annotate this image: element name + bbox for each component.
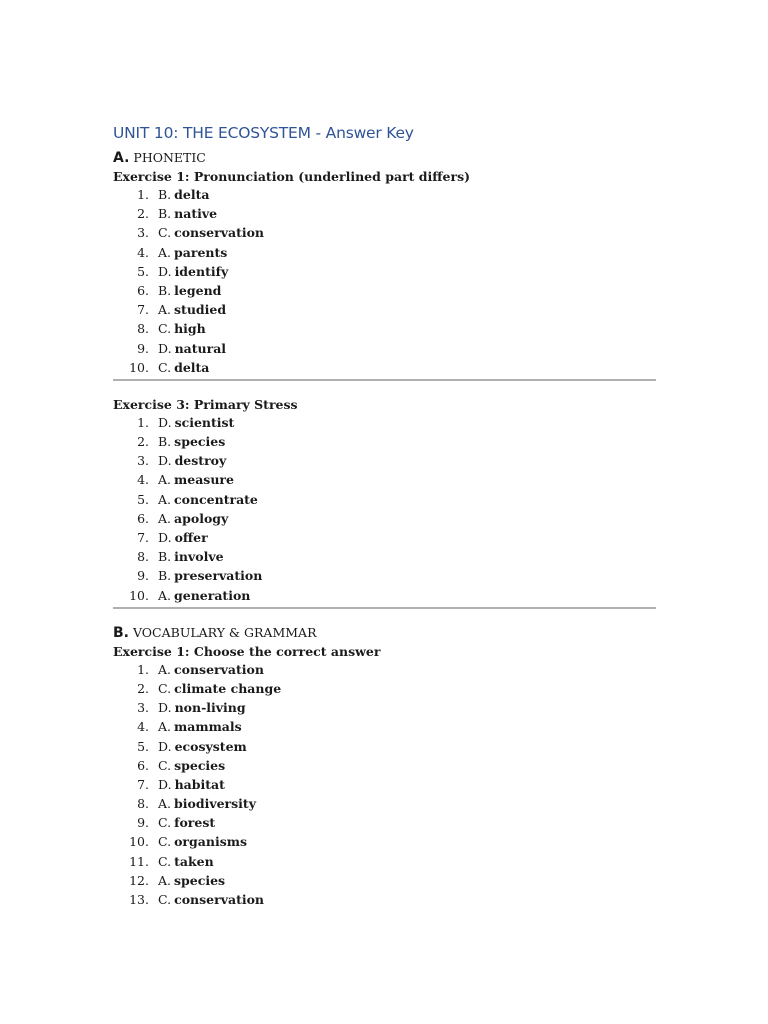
item-word: taken [174,853,214,869]
exercise-title: Exercise 3: Primary Stress [113,396,298,412]
item-word: climate change [174,680,282,696]
item-number: 9. [137,340,149,356]
answer-item [113,319,656,338]
item-option: D. [158,340,172,356]
item-option: D. [158,453,172,469]
answer-item [113,204,656,223]
item-option: C. [158,853,172,869]
item-number: 4. [137,472,149,488]
item-number: 3. [137,700,149,716]
item-option: D. [158,263,172,279]
item-option: A. [158,510,172,526]
item-option: B. [158,568,172,584]
item-word: mammals [174,719,242,735]
item-word: destroy [174,453,227,469]
item-option: C. [158,834,172,850]
item-number: 12. [129,872,149,888]
answer-item [113,737,656,756]
item-number: 1. [137,187,149,202]
item-number: 10. [129,359,149,375]
item-option: D. [158,700,172,716]
answer-item [113,586,656,605]
item-word: offer [174,530,208,545]
answer-item [113,358,656,377]
item-option: A. [158,719,172,735]
answer-item [113,698,656,717]
answer-item [113,223,656,242]
answer-item [113,490,656,509]
section-b-letter: B. [113,624,129,641]
answer-item [113,243,656,262]
item-option: B. [158,187,172,202]
item-word: delta [174,187,210,202]
item-option: A. [158,472,172,488]
item-option: C. [158,321,172,337]
item-number: 6. [137,282,149,298]
item-word: organisms [174,834,247,850]
item-number: 4. [137,244,149,260]
item-word: apology [174,510,229,526]
answer-item [113,756,656,775]
answer-item [113,432,656,451]
item-number: 2. [137,206,149,222]
answer-item [113,185,656,204]
answer-item [113,794,656,813]
item-word: species [174,434,226,450]
item-word: delta [174,359,210,375]
answer-item [113,281,656,300]
section-b-name: VOCABULARY & GRAMMAR [132,624,317,640]
answer-item [113,451,656,470]
exercise-title: Exercise 1: Pronunciation (underlined part differs) [113,169,471,184]
item-number: 9. [137,568,149,584]
item-option: C. [158,757,172,773]
answer-item [113,775,656,794]
item-number: 8. [137,549,149,565]
item-word: parents [174,244,228,260]
item-option: D. [158,776,172,792]
item-word: conservation [174,225,265,241]
item-word: identify [174,263,229,279]
divider [113,607,656,609]
item-number: 10. [129,834,149,850]
item-number: 5. [137,491,149,507]
answer-list [113,413,656,605]
item-number: 7. [137,302,149,318]
item-option: A. [158,587,172,603]
answer-list [113,660,656,909]
item-option: A. [158,302,172,318]
answer-item [113,547,656,566]
item-option: A. [158,491,172,507]
item-number: 1. [137,661,149,677]
item-option: C. [158,225,172,241]
item-number: 2. [137,680,149,696]
section-a-heading [113,150,656,166]
item-number: 3. [137,225,149,241]
answer-item [113,852,656,871]
exercise-title: Exercise 1: Choose the correct answer [113,643,381,659]
section-a-name: PHONETIC [133,150,206,165]
item-number: 11. [129,853,149,869]
answer-list [113,185,656,377]
item-number: 1. [137,414,149,430]
item-word: scientist [174,414,235,430]
item-option: A. [158,796,172,812]
item-option: A. [158,872,172,888]
item-word: high [174,321,206,337]
item-word: legend [174,282,222,298]
item-word: native [174,206,218,222]
item-number: 7. [137,776,149,792]
item-word: non-living [174,700,246,716]
item-word: measure [174,472,234,488]
section-b-heading [113,625,656,641]
item-word: ecosystem [174,738,247,754]
item-option: B. [158,549,172,565]
answer-item [113,832,656,851]
answer-item [113,262,656,281]
answer-item [113,890,656,909]
answer-item [113,528,656,547]
answer-item [113,566,656,585]
item-option: D. [158,738,172,754]
item-word: conservation [174,892,265,907]
item-number: 3. [137,453,149,469]
item-number: 5. [137,263,149,279]
answer-item [113,717,656,736]
answer-item [113,871,656,890]
item-option: B. [158,206,172,222]
section-a-letter: A. [113,150,130,166]
item-option: A. [158,244,172,260]
item-number: 4. [137,719,149,735]
item-option: B. [158,434,172,450]
item-word: natural [174,340,227,356]
item-number: 2. [137,434,149,450]
answer-item [113,660,656,679]
item-option: B. [158,282,172,298]
item-option: D. [158,530,172,545]
item-word: species [174,757,226,773]
page-title: UNIT 10: THE ECOSYSTEM - Answer Key [113,124,414,142]
item-word: concentrate [174,491,258,507]
item-number: 8. [137,796,149,812]
answer-key-page [113,124,656,909]
item-word: conservation [174,661,264,677]
item-word: preservation [174,568,263,584]
item-word: involve [174,549,224,565]
item-option: C. [158,359,172,375]
item-word: generation [174,587,251,603]
answer-item [113,679,656,698]
item-word: habitat [174,776,225,792]
item-number: 10. [129,587,149,603]
item-number: 5. [137,738,149,754]
item-option: C. [158,815,172,831]
answer-item [113,509,656,528]
item-number: 6. [137,757,149,773]
item-number: 7. [137,530,149,545]
item-word: biodiversity [174,796,256,812]
answer-item [113,813,656,832]
answer-item [113,470,656,489]
answer-item [113,413,656,432]
item-word: species [174,872,226,888]
item-number: 9. [137,815,149,831]
item-option: D. [158,414,172,430]
answer-item [113,339,656,358]
item-number: 8. [137,321,149,337]
item-number: 13. [129,892,149,907]
item-option: C. [158,892,172,907]
item-number: 6. [137,510,149,526]
item-word: studied [174,302,227,318]
item-option: C. [158,680,172,696]
divider [113,379,656,381]
item-word: forest [174,815,216,831]
item-option: A. [158,661,172,677]
answer-item [113,300,656,319]
